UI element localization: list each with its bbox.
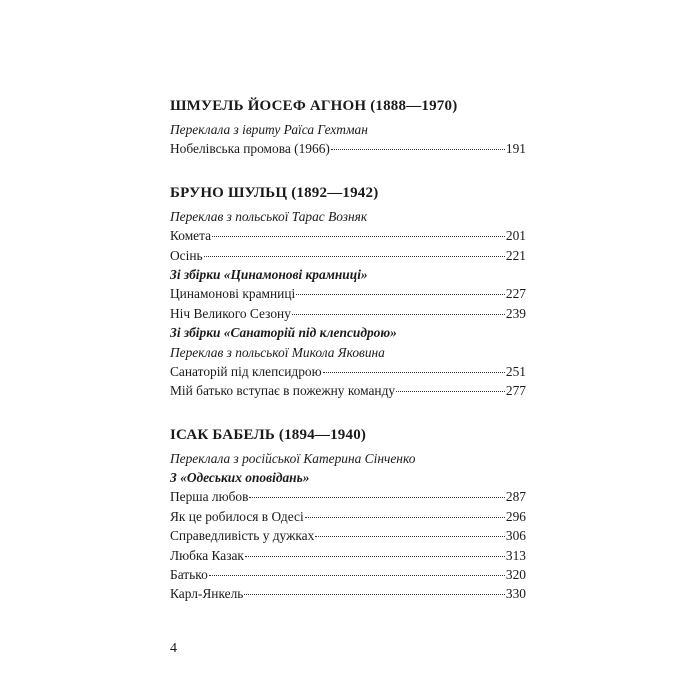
collection-heading: З «Одеських оповідань» [170, 470, 310, 486]
table-of-contents [170, 96, 526, 628]
entry-title: Карл-Янкель [170, 586, 244, 602]
entry-page-number: 201 [505, 228, 526, 244]
toc-entry [170, 546, 526, 565]
dot-leader [315, 535, 505, 537]
toc-entry [170, 487, 526, 506]
toc-entry [170, 526, 526, 545]
entry-page-number: 330 [505, 586, 526, 602]
dot-leader [305, 516, 505, 518]
dot-leader [209, 574, 505, 576]
entry-page-number: 296 [505, 508, 526, 524]
toc-entry [170, 381, 526, 400]
toc-entry [170, 139, 526, 158]
entry-page-number: 227 [505, 286, 526, 302]
toc-entry [170, 226, 526, 245]
entry-page-number: 221 [505, 247, 526, 263]
entry-title: Ніч Великого Сезону [170, 305, 291, 321]
entry-page-number: 277 [505, 383, 526, 399]
page-number: 4 [170, 641, 177, 656]
dot-leader [292, 313, 505, 315]
entry-title: Осінь [170, 247, 203, 263]
dot-leader [323, 371, 505, 373]
collection-heading: Зі збірки «Цинамонові крамниці» [170, 266, 368, 282]
entry-title: Перша любов [170, 489, 249, 505]
author-heading: ІСАК БАБЕЛЬ (1894—1940) [170, 426, 367, 443]
toc-entry [170, 362, 526, 381]
author-heading: БРУНО ШУЛЬЦ (1892—1942) [170, 184, 379, 201]
dot-leader [296, 293, 505, 295]
toc-section [170, 183, 526, 401]
entry-page-number: 191 [505, 141, 526, 157]
entry-title: Санаторій під клепсидрою [170, 363, 322, 379]
entry-title: Комета [170, 228, 212, 244]
entry-page-number: 287 [505, 489, 526, 505]
entry-title: Нобелівська промова (1966) [170, 141, 330, 157]
toc-entry [170, 284, 526, 303]
translator-credit: Переклала з російської Катерина Сінченко [170, 450, 416, 466]
toc-section [170, 96, 526, 159]
entry-title: Справедливість у дужках [170, 528, 315, 544]
entry-title: Любка Казак [170, 547, 244, 563]
dot-leader [204, 255, 505, 257]
entry-page-number: 320 [505, 567, 526, 583]
entry-title: Батько [170, 567, 208, 583]
dot-leader [244, 593, 505, 595]
entry-title: Як це робилося в Одесі [170, 508, 304, 524]
toc-entry [170, 584, 526, 603]
dot-leader [245, 555, 505, 557]
dot-leader [212, 235, 505, 237]
translator-credit: Переклав з польської Микола Яковина [170, 344, 385, 360]
translator-credit: Переклала з івриту Раїса Гехтман [170, 122, 368, 137]
toc-entry [170, 565, 526, 584]
toc-entry [170, 507, 526, 526]
collection-heading: Зі збірки «Санаторій під клепсидрою» [170, 325, 397, 341]
entry-page-number: 306 [505, 528, 526, 544]
dot-leader [249, 496, 504, 498]
entry-page-number: 313 [505, 547, 526, 563]
entry-title: Цинамонові крамниці [170, 286, 296, 302]
dot-leader [331, 148, 505, 150]
toc-entry [170, 246, 526, 265]
translator-credit: Переклав з польської Тарас Возняк [170, 208, 368, 224]
entry-page-number: 239 [505, 305, 526, 321]
author-heading: ШМУЕЛЬ ЙОСЕФ АГНОН (1888—1970) [170, 98, 458, 114]
toc-section [170, 425, 526, 604]
toc-entry [170, 304, 526, 323]
dot-leader [396, 390, 505, 392]
entry-page-number: 251 [505, 363, 526, 379]
entry-title: Мій батько вступає в пожежну команду [170, 383, 396, 399]
